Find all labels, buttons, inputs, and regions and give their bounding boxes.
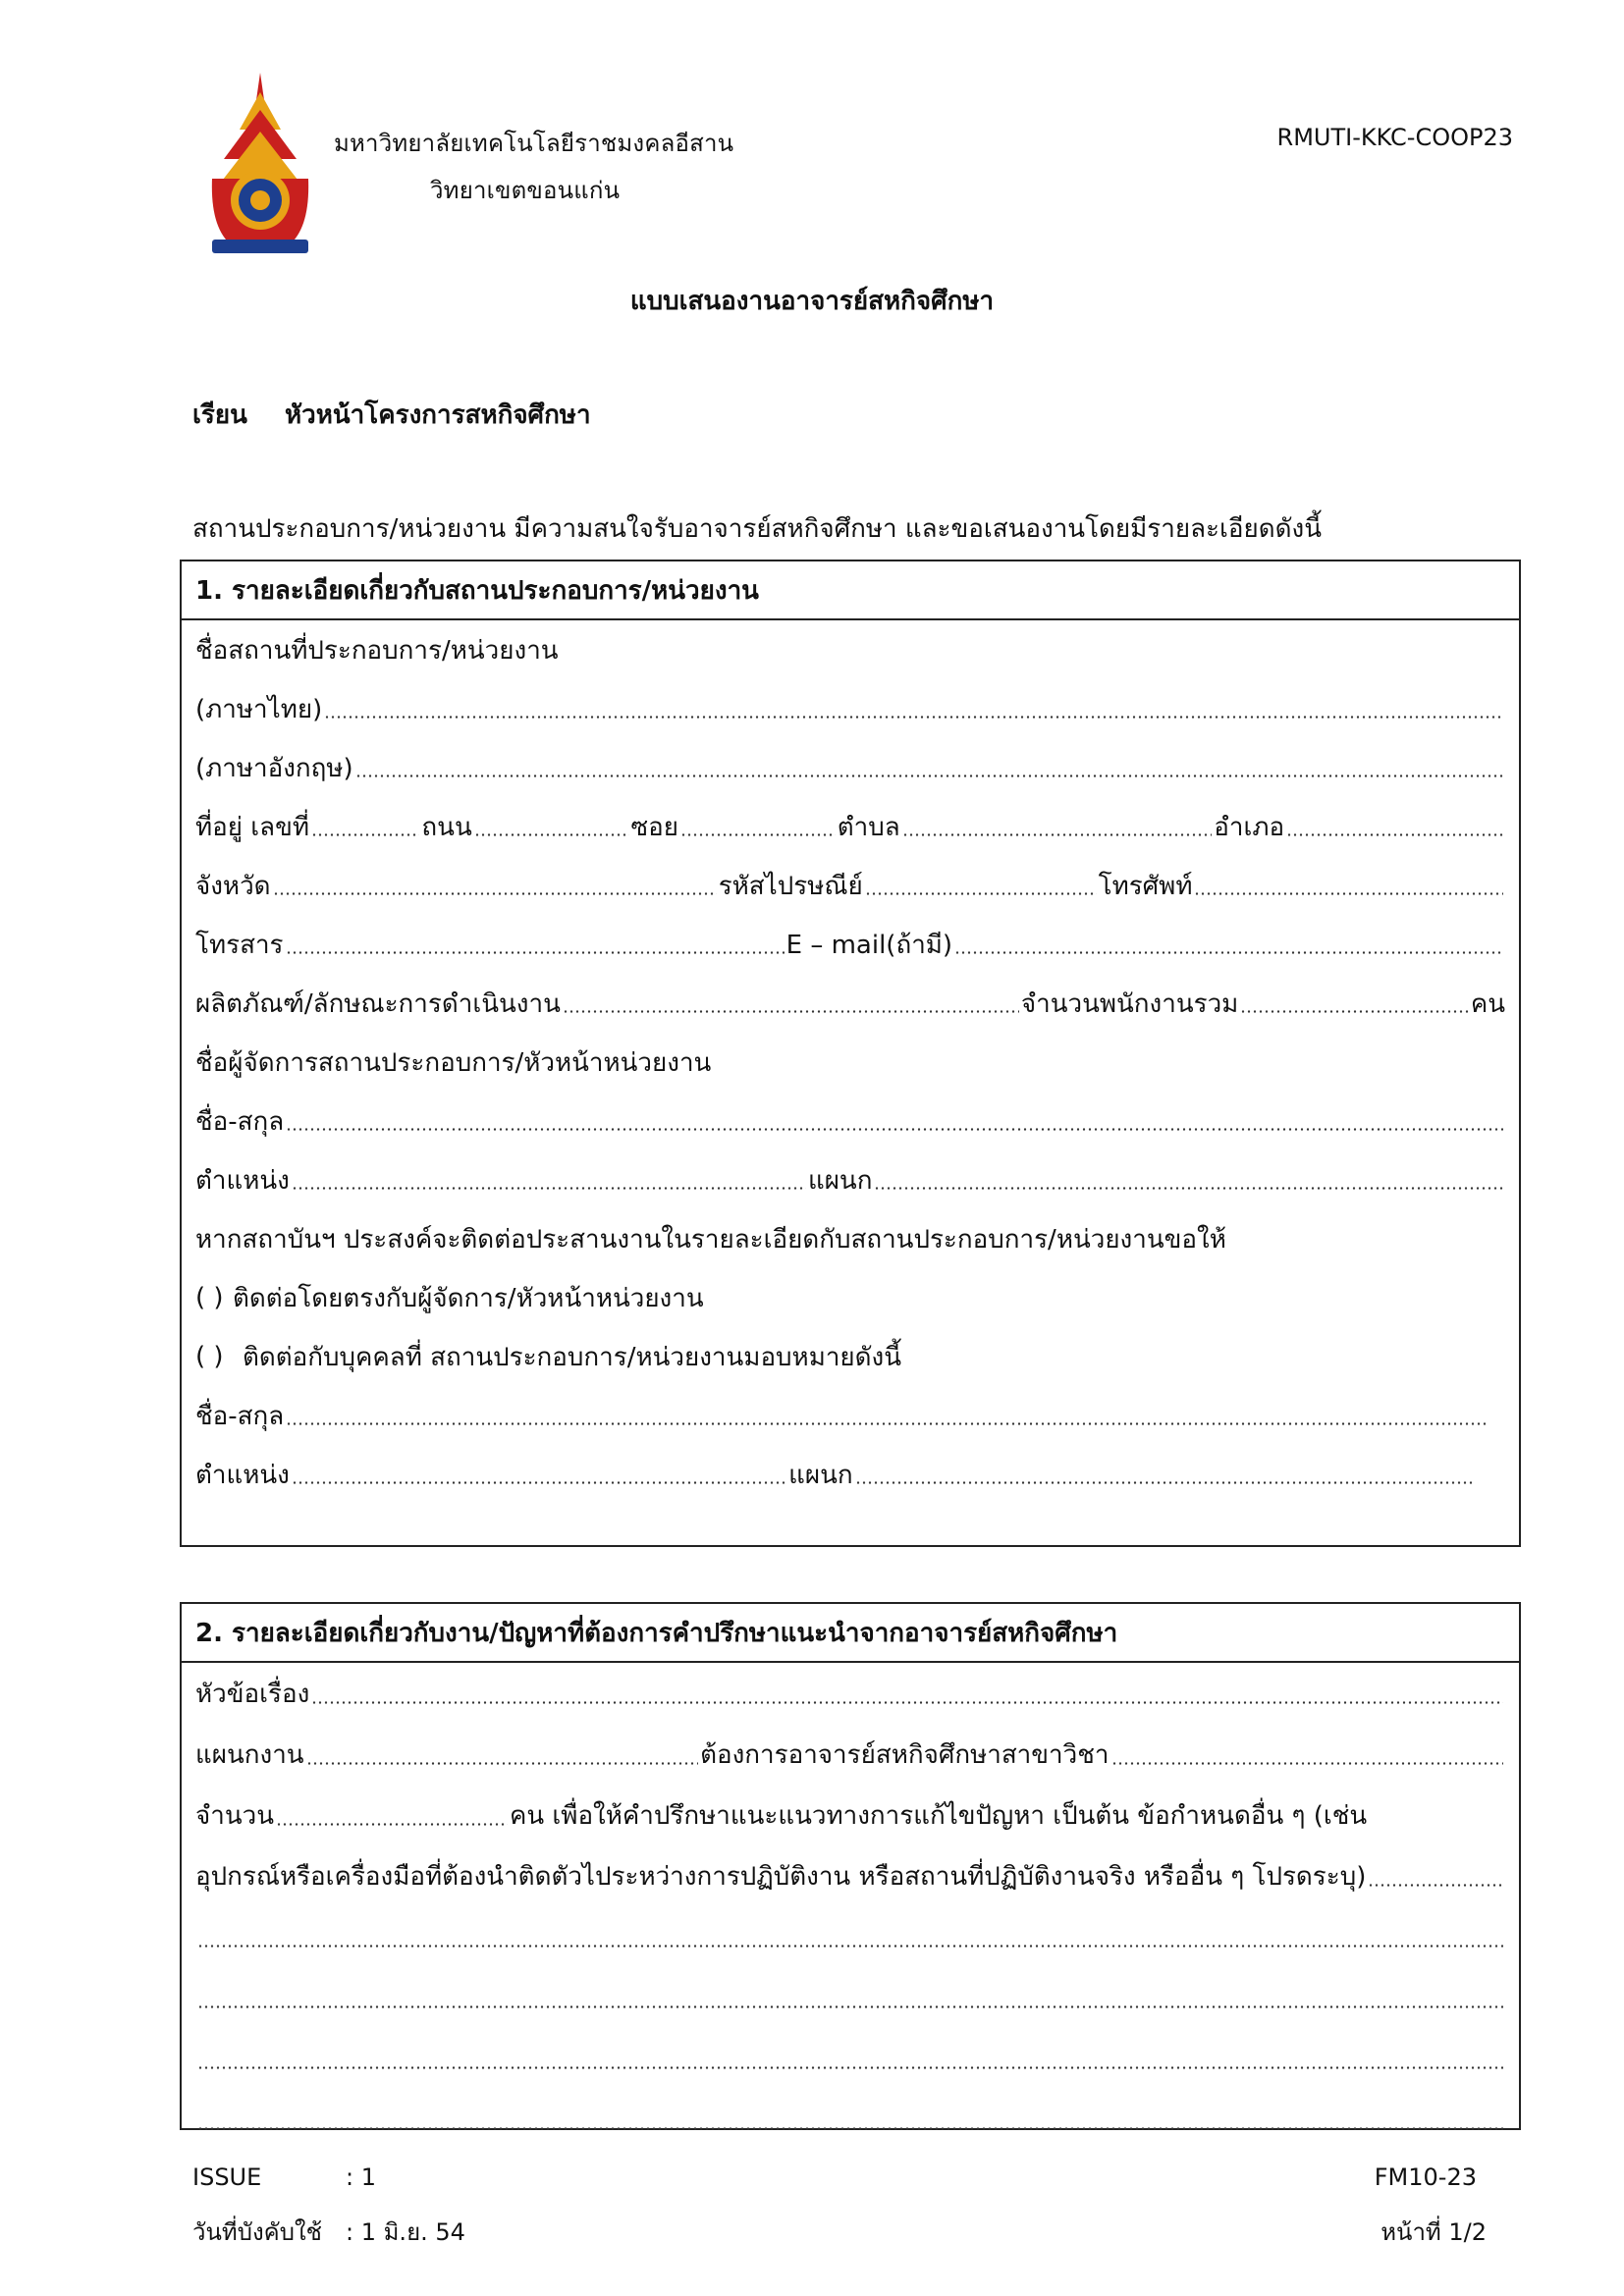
product-label: ผลิตภัณฑ์/ลักษณะการดำเนินงาน [195,988,561,1019]
count-label: จำนวน [195,1800,274,1831]
field-of-study-field[interactable] [1111,1762,1504,1765]
district-field[interactable] [1286,833,1503,836]
section-1-heading: 1. รายละเอียดเกี่ยวกับสถานประกอบการ/หน่วยงาน [182,561,1519,620]
work-unit-field[interactable] [306,1762,699,1765]
product-field[interactable] [563,1010,1019,1013]
count-field[interactable] [276,1823,508,1826]
thai-label: (ภาษาไทย) [195,694,323,724]
province-label: จังหวัด [195,871,271,901]
employees-field[interactable] [1240,1010,1469,1013]
topic-row [195,1663,1505,1724]
detail-row [195,1845,1505,1906]
english-label: (ภาษาอังกฤษ) [195,753,353,783]
district-label: อำเภอ [1214,812,1285,842]
effective-date-value: : 1 มิ.ย. 54 [346,2218,465,2246]
detail-line-1[interactable] [197,1945,1503,1948]
soi-label: ซอย [630,812,678,842]
road-field[interactable] [474,833,629,836]
persons-label: คน [1470,988,1505,1019]
contact-name-label: ชื่อ-สกุล [195,1401,285,1431]
manager-heading: ชื่อผู้จัดการสถานประกอบการ/หัวหน้าหน่วยงาน [195,1047,712,1078]
count-row [195,1785,1505,1845]
topic-label: หัวข้อเรื่อง [195,1679,310,1709]
detail-label: อุปกรณ์หรือเครื่องมือที่ต้องนำติดตัวไประหว่างการปฏิบัติงาน หรือสถานที่ปฏิบัติงานจริง หรืออื่น ๆ โปรดระบุ) [195,1861,1367,1892]
contact-question: หากสถาบันฯ ประสงค์จะติดต่อประสานงานในรายละเอียดกับสถานประกอบการ/หน่วยงานขอให้ [195,1224,1226,1255]
salutation-to: เรียน [192,400,247,430]
detail-field[interactable] [1368,1884,1503,1887]
option-1-label: ติดต่อโดยตรงกับผู้จัดการ/หัวหน้าหน่วยงาน [233,1283,704,1313]
manager-position-row [195,1150,1505,1209]
campus-name: วิทยาเขตขอนแก่น [430,177,621,204]
fax-row [195,915,1505,974]
fax-label: โทรสาร [195,930,284,960]
org-name-row [195,620,1505,679]
university-logo [202,71,318,257]
subdistrict-field[interactable] [902,833,1213,836]
field-label: ต้องการอาจารย์สหกิจศึกษาสาขาวิชา [700,1739,1110,1770]
province-row [195,856,1505,915]
blank-line-2 [195,1967,1505,2028]
phone-field[interactable] [1194,892,1503,895]
university-name: มหาวิทยาลัยเทคโนโลยีราชมงคลอีสาน [334,130,734,157]
soi-field[interactable] [680,833,836,836]
work-unit-label: แผนกงาน [195,1739,304,1770]
employees-label: จำนวนพนักงานรวม [1020,988,1239,1019]
manager-position-field[interactable] [292,1187,806,1190]
document-code: RMUTI-KKC-COOP23 [1276,124,1513,151]
blank-line-4 [195,2089,1505,2150]
contact-position-field[interactable] [292,1481,786,1484]
detail-line-3[interactable] [197,2066,1503,2069]
fax-field[interactable] [286,951,785,954]
detail-line-4[interactable] [197,2127,1503,2130]
email-label: E – mail(ถ้ามี) [785,930,953,960]
section-organization [180,560,1521,1547]
section-2-heading: 2. รายละเอียดเกี่ยวกับงาน/ปัญหาที่ต้องการคำปรึกษาแนะนำจากอาจารย์สหกิจศึกษา [182,1604,1519,1663]
address-number-field[interactable] [311,833,419,836]
contact-name-row [195,1386,1505,1445]
work-unit-row [195,1724,1505,1785]
address-label: ที่อยู่ เลขที่ [195,812,309,842]
effective-date-label: วันที่บังคับใช้ [192,2218,322,2246]
issue-label: ISSUE [192,2163,262,2191]
contact-question-row [195,1209,1505,1268]
option-2-checkbox[interactable]: ( ) [195,1342,224,1371]
org-name-english-field[interactable] [355,774,1503,777]
postcode-label: รหัสไปรษณีย์ [718,871,863,901]
blank-line-1 [195,1906,1505,1967]
org-name-english-row [195,738,1505,797]
contact-department-field[interactable] [855,1481,1474,1484]
org-name-label: ชื่อสถานที่ประกอบการ/หน่วยงาน [195,635,559,666]
province-field[interactable] [273,892,717,895]
salutation [192,395,591,435]
count-description: คน เพื่อให้คำปรึกษาแนะแนวทางการแก้ไขปัญหา เป็นต้น ข้อกำหนดอื่น ๆ (เช่น [509,1800,1368,1831]
blank-line-3 [195,2028,1505,2089]
contact-name-field[interactable] [286,1422,1488,1425]
manager-name-field[interactable] [286,1128,1503,1131]
postcode-field[interactable] [865,892,1097,895]
subdistrict-label: ตำบล [837,812,900,842]
manager-name-row [195,1092,1505,1150]
detail-line-2[interactable] [197,2005,1503,2008]
manager-department-field[interactable] [874,1187,1503,1190]
contact-department-label: แผนก [788,1460,853,1490]
product-row [195,974,1505,1033]
org-name-thai-row [195,679,1505,738]
manager-department-label: แผนก [807,1165,873,1196]
page-number: หน้าที่ 1/2 [1380,2218,1487,2246]
email-field[interactable] [954,951,1503,954]
form-title: แบบเสนองานอาจารย์สหกิจศึกษา [629,287,995,316]
form-number: FM10-23 [1374,2163,1477,2191]
manager-name-label: ชื่อ-สกุล [195,1106,285,1137]
option-1-checkbox[interactable]: ( ) [195,1283,224,1312]
address-row [195,797,1505,856]
salutation-recipient: หัวหน้าโครงการสหกิจศึกษา [285,400,591,430]
issue-value: : 1 [346,2163,376,2191]
contact-position-label: ตำแหน่ง [195,1460,290,1490]
contact-option-1-row [195,1268,1505,1327]
option-2-label: ติดต่อกับบุคคลที่ สถานประกอบการ/หน่วยงานมอบหมายดังนี้ [243,1342,902,1372]
topic-field[interactable] [311,1701,1503,1704]
phone-label: โทรศัพท์ [1098,871,1193,901]
road-label: ถนน [421,812,472,842]
contact-option-2-row [195,1327,1505,1386]
intro-text: สถานประกอบการ/หน่วยงาน มีความสนใจรับอาจารย์สหกิจศึกษา และขอเสนองานโดยมีรายละเอียดดังนี้ [192,514,1322,544]
section-work-details [180,1602,1521,2130]
contact-position-row [195,1445,1505,1504]
org-name-thai-field[interactable] [324,716,1503,719]
manager-position-label: ตำแหน่ง [195,1165,290,1196]
manager-heading-row [195,1033,1505,1092]
